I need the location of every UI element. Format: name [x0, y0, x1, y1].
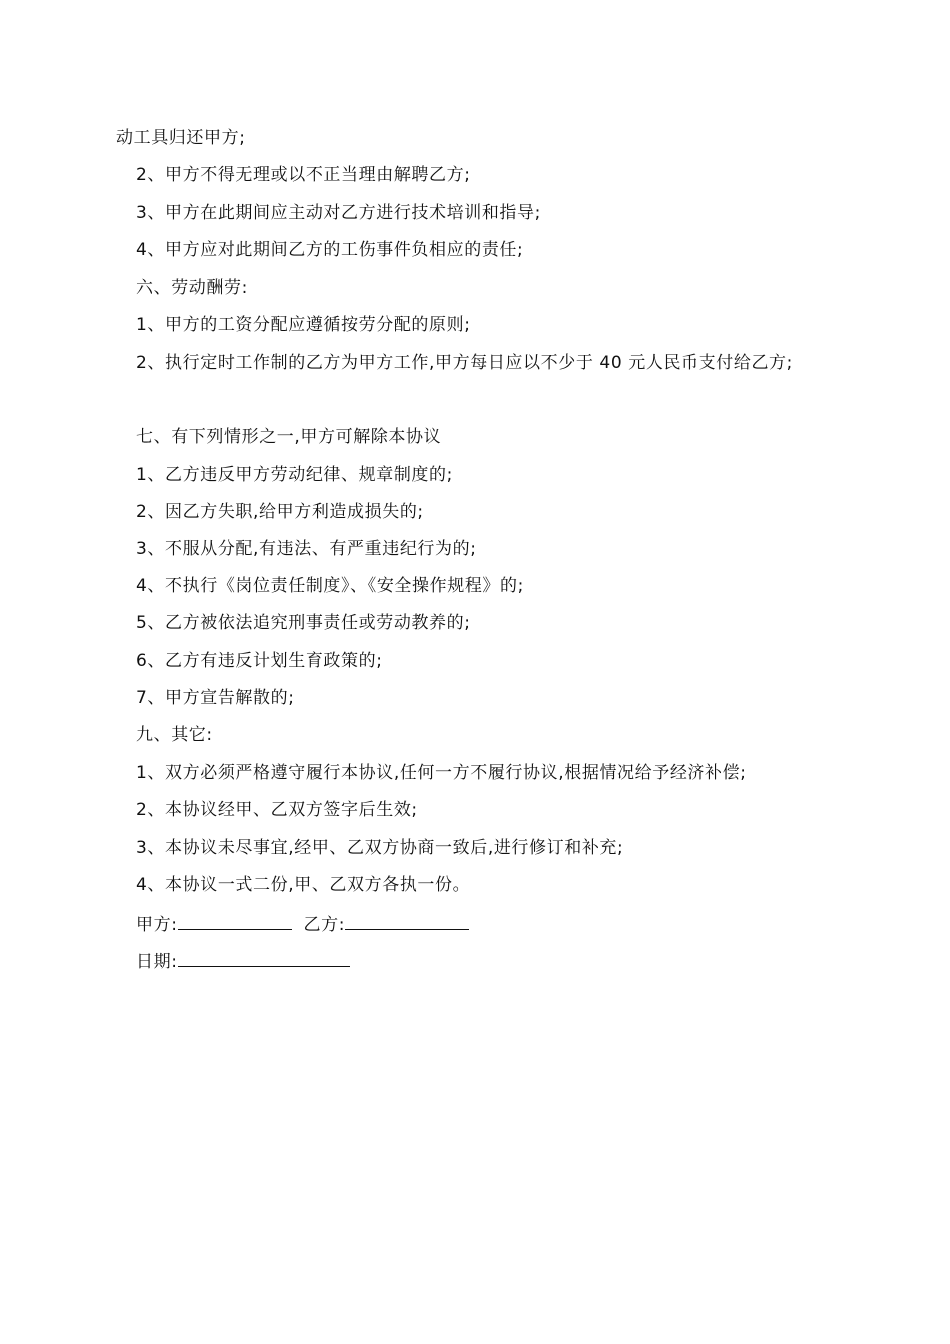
text-line-2: 2、甲方不得无理或以不正当理由解聘乙方; [136, 165, 471, 185]
party-b-signature-line[interactable] [345, 911, 469, 930]
party-b-label: 乙方: [303, 915, 346, 935]
section-heading-9: 九、其它: [136, 725, 213, 745]
date-row [136, 948, 350, 974]
text-line-11: 3、不服从分配,有违法、有严重违纪行为的; [136, 539, 477, 559]
text-line-18: 2、本协议经甲、乙双方签字后生效; [136, 800, 418, 820]
text-line-7: 2、执行定时工作制的乙方为甲方工作,甲方每日应以不少于 40 元人民币支付给乙方; [136, 353, 793, 373]
text-line-19: 3、本协议未尽事宜,经甲、乙双方协商一致后,进行修订和补充; [136, 838, 624, 858]
text-line-3: 3、甲方在此期间应主动对乙方进行技术培训和指导; [136, 203, 541, 223]
text-line-12: 4、不执行《岗位责任制度》、《安全操作规程》的; [136, 576, 524, 596]
text-line-9: 1、乙方违反甲方劳动纪律、规章制度的; [136, 465, 453, 485]
section-heading-6: 六、劳动酬劳: [136, 278, 248, 298]
text-line-17: 1、双方必须严格遵守履行本协议,任何一方不履行协议,根据情况给予经济补偿; [136, 763, 747, 783]
party-a-signature-line[interactable] [178, 911, 292, 930]
party-a-label: 甲方: [136, 915, 178, 935]
text-line-10: 2、因乙方失职,给甲方利造成损失的; [136, 502, 424, 522]
date-label: 日期: [136, 952, 178, 972]
text-line-1: 动工具归还甲方; [116, 128, 246, 148]
text-line-6: 1、甲方的工资分配应遵循按劳分配的原则; [136, 315, 471, 335]
text-line-14: 6、乙方有违反计划生育政策的; [136, 651, 383, 671]
text-line-15: 7、甲方宣告解散的; [136, 688, 295, 708]
date-signature-line[interactable] [178, 948, 350, 967]
signature-row [136, 911, 469, 937]
text-line-20: 4、本协议一式二份,甲、乙双方各执一份。 [136, 875, 471, 895]
text-line-4: 4、甲方应对此期间乙方的工伤事件负相应的责任; [136, 240, 524, 260]
text-line-13: 5、乙方被依法追究刑事责任或劳动教养的; [136, 613, 471, 633]
section-heading-7: 七、有下列情形之一,甲方可解除本协议 [136, 427, 442, 447]
